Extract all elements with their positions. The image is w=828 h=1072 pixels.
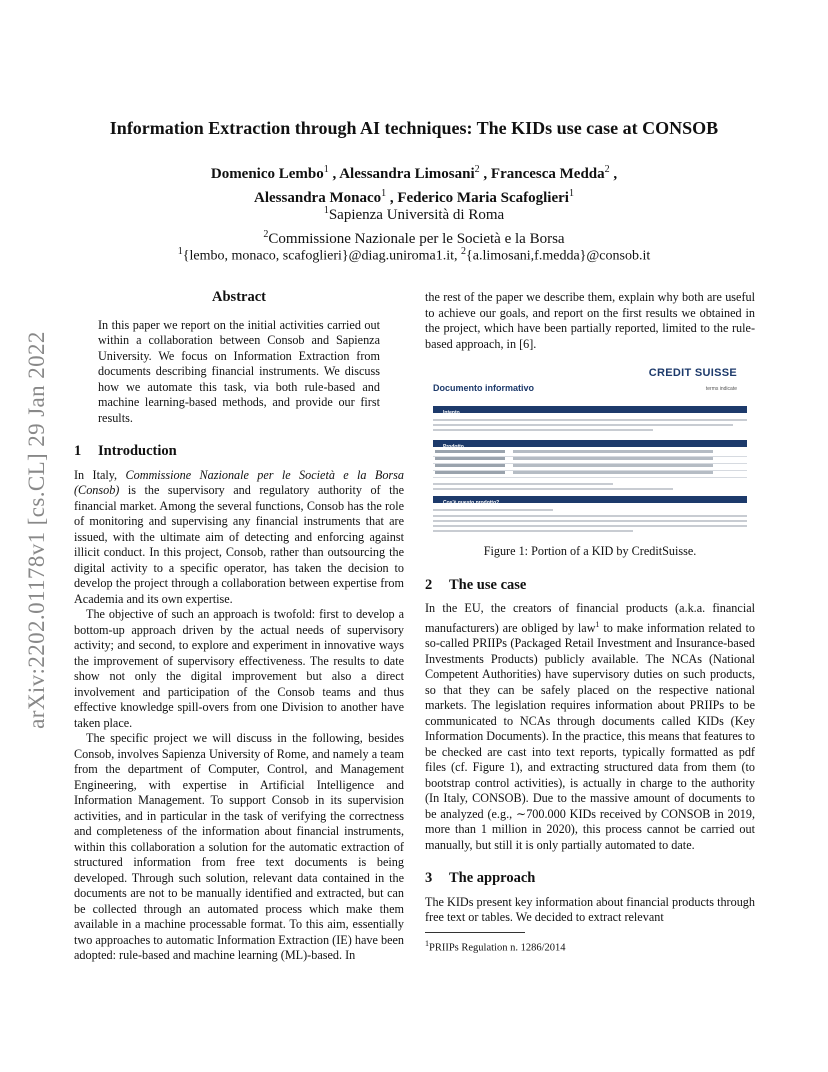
emphasis-span: Commissione Nazionale per le Società e la Borsa (Consob) bbox=[74, 467, 405, 497]
credit-suisse-logo bbox=[649, 366, 737, 397]
kid-row-label bbox=[435, 450, 505, 453]
right-column bbox=[425, 290, 755, 956]
affiliations bbox=[60, 201, 768, 249]
arxiv-stamp-text: arXiv:2202.01178v1 [cs.CL] 29 Jan 2022 bbox=[24, 331, 50, 729]
kid-row-value bbox=[513, 471, 713, 474]
section-number: 2 bbox=[425, 576, 433, 593]
kid-band-label: Cos'è questo prodotto? bbox=[443, 500, 500, 506]
text-span: to make information related to so-called PRIIPs (Packaged Retail Investment and Insurance-based Investments Products) publicly available. The NCAs (National Competent Authorities) have supervisory duties on such products, so that they can be safely placed on the respective national markets. The legislation requires information about PRIIPs to be communicated to NCAs through documents called KIDs (Key Information Documents). In the practice, this means that features to be checked are cast into text reports, typically formatted as pdf files (cf. Figure 1), and extracting structured data from them (to bootstrap control activities), is actually in charge to the authority (In Italy, CONSOB). Due to the massive amount of documents to be analyzed (e.g., ∼700.000 KIDs received by CONSOB in 2019, more than 1 million in 2020), this process cannot be carried out manually, but still it is only partially automated to date. bbox=[425, 620, 756, 852]
author-sep: , bbox=[609, 166, 618, 182]
section-number: 3 bbox=[425, 870, 433, 887]
author-affil-sup: 1 bbox=[323, 164, 329, 175]
kid-text-line bbox=[433, 530, 633, 532]
kid-row-label bbox=[435, 457, 505, 460]
text-span: In Italy, bbox=[74, 467, 126, 482]
kid-band bbox=[433, 496, 747, 506]
email-text: {a.limosani,f.medda}@consob.it bbox=[466, 248, 651, 264]
approach-paragraph: The KIDs present key information about financial products through free text or tables. We decided to extract relevant bbox=[425, 894, 755, 925]
kid-text-line bbox=[433, 483, 613, 485]
author-name: Federico Maria Scafoglieri bbox=[397, 190, 569, 206]
kid-text-line bbox=[433, 488, 673, 490]
author-affil-sup: 1 bbox=[568, 188, 574, 199]
affiliation-text: Commissione Nazionale per le Società e la Borsa bbox=[268, 231, 565, 247]
author-line-1 bbox=[60, 160, 768, 184]
left-column bbox=[74, 290, 404, 964]
footnote-marker: 1 bbox=[595, 619, 600, 629]
kid-table-row bbox=[433, 450, 747, 457]
intro-paragraph-1 bbox=[74, 468, 404, 608]
kid-band-label: Prodotto bbox=[443, 444, 464, 450]
abstract bbox=[74, 318, 404, 427]
section-number: 1 bbox=[74, 443, 82, 459]
paper-title: Information Extraction through AI techniques: The KIDs use case at CONSOB bbox=[109, 118, 719, 138]
author-affil-sup: 2 bbox=[474, 164, 480, 175]
author-affil-sup: 1 bbox=[381, 188, 387, 199]
kid-row-value bbox=[513, 450, 713, 453]
author-sep: , bbox=[479, 166, 491, 182]
abstract-heading: Abstract bbox=[212, 289, 266, 305]
author-name: Alessandra Monaco bbox=[254, 190, 382, 206]
author-name: Francesca Medda bbox=[490, 166, 605, 182]
email-sup: 2 bbox=[461, 246, 467, 257]
kid-band-label: Intento bbox=[443, 410, 460, 416]
section-title: The use case bbox=[449, 576, 527, 593]
kid-band bbox=[433, 406, 747, 416]
kid-row-value bbox=[513, 457, 713, 460]
kid-table-row bbox=[433, 457, 747, 464]
affiliation-text: Sapienza Università di Roma bbox=[328, 207, 505, 223]
kid-row-label bbox=[435, 471, 505, 474]
intro-paragraph-3: The specific project we will discuss in the following, besides Consob, involves Sapienza University of Rome, and namely a team from the department of Computer, Control, and Management Engineering, with expertise in Artificial Intelligence and Information Management. To support Consob in its supervision activities, and in particular in the task of verifying the correctness and completeness of the information about financial instruments, within this collaboration a solution for the automatic extraction of structured information from free text documents is being developed. Through such solution, relevant data contained in the documents are not to be manually identified and extracted, but can be collected through an automated process which make them available in a machine processable format. To this aim, essentially two approaches to automatic Information Extraction (IE) have been adopted: rule-based and machine learning (ML)-based. In bbox=[74, 731, 404, 962]
intro-paragraph-continued: the rest of the paper we describe them, explain why both are useful to achieve our goals, and report on the first results we obtained in the project, which have been partially reported, limited to the rule-based approach, in [6]. bbox=[425, 290, 755, 351]
arxiv-stamp bbox=[22, 290, 52, 770]
author-sep: , bbox=[328, 166, 340, 182]
kid-text-line bbox=[433, 520, 747, 522]
section-heading-approach bbox=[425, 871, 755, 887]
kid-doc-title: Documento informativo bbox=[433, 383, 535, 393]
author-name: Alessandra Limosani bbox=[339, 166, 475, 182]
footnote bbox=[425, 936, 755, 956]
author-affil-sup: 2 bbox=[604, 164, 610, 175]
figure-kid-image bbox=[425, 364, 755, 536]
kid-table-row bbox=[433, 471, 747, 478]
kid-text-line bbox=[433, 419, 747, 421]
section-heading-introduction bbox=[74, 444, 404, 460]
footnote-text: PRIIPs Regulation n. 1286/2014 bbox=[429, 942, 566, 954]
logo-subtext: terms indicate bbox=[705, 385, 737, 392]
email-sup: 1 bbox=[177, 246, 183, 257]
author-name: Domenico Lembo bbox=[210, 166, 324, 182]
kid-table-row bbox=[433, 464, 747, 471]
kid-text-line bbox=[433, 424, 733, 426]
kid-text-line bbox=[433, 509, 553, 511]
email-text: {lembo, monaco, scafoglieri}@diag.uniroma1.it, bbox=[182, 248, 462, 264]
kid-text-line bbox=[433, 525, 747, 527]
intro-paragraph-2: The objective of such an approach is twofold: first to develop a bottom-up approach driven by the actual needs of supervisory activity; and second, to explore and experiment in innovative ways the improvement of supervisory effectiveness. The results to date show not only the digital improvement but also a direct involvement and participation of the Consob teams and thus effective knowledge spill-overs from one Division to another have taken place. bbox=[74, 607, 404, 730]
kid-text-line bbox=[433, 429, 653, 431]
section-heading-use-case bbox=[425, 578, 755, 594]
text-span: is the supervisory and regulatory authority of the financial market. Among the several functions, Consob has the role of monitoring and supervising any financial instruments that are issued, with the ultimate aim of detecting and enforcing against illicit conduct. In this project, Consob, rather than outsourcing the digital activity to a specific operator, has taken the decision to develop the project through a collaboration between expertise from Academia and its own expertise. bbox=[74, 483, 404, 606]
emails bbox=[60, 243, 768, 266]
kid-text-line bbox=[433, 515, 747, 517]
footnote-sup: 1 bbox=[425, 938, 429, 948]
footnote-rule bbox=[425, 932, 525, 933]
abstract-text: In this paper we report on the initial activities carried out within a collaboration between Consob and Sapienza University. We focus on Information Extraction from documents describing financial instruments. We discuss how we automate this task, via both rule-based and machine learning-based methods, and provide our first results. bbox=[98, 317, 380, 425]
author-sep: , bbox=[386, 190, 398, 206]
section-title: The approach bbox=[449, 870, 536, 887]
logo-text: CREDIT SUISSE bbox=[648, 367, 737, 379]
kid-row-label bbox=[435, 464, 505, 467]
affiliation bbox=[60, 201, 768, 225]
affiliation-sup: 1 bbox=[323, 205, 329, 216]
kid-row-value bbox=[513, 464, 713, 467]
affiliation-sup: 2 bbox=[263, 229, 269, 240]
section-title: Introduction bbox=[98, 443, 177, 459]
figure-caption: Figure 1: Portion of a KID by CreditSuisse. bbox=[483, 544, 697, 558]
text-span: In the EU, the creators of financial products (a.k.a. financial manufacturers) are obliged by law bbox=[425, 601, 755, 635]
use-case-paragraph bbox=[425, 601, 755, 853]
kid-band bbox=[433, 440, 747, 450]
